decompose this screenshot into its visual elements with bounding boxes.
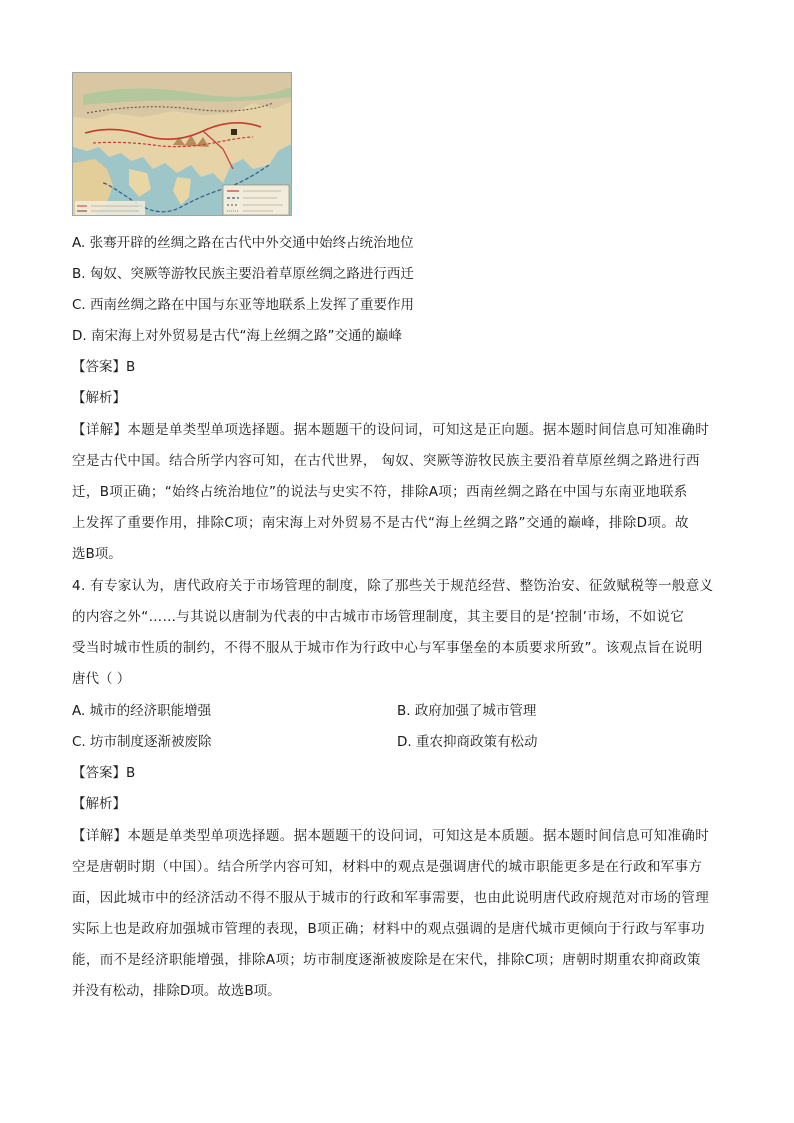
- silk-road-map: [72, 72, 292, 216]
- q4-option-c: C. 坊市制度逐渐被废除: [72, 734, 212, 750]
- q3-detail-line: 空是古代中国。结合所学内容可知，在古代世界， 匈奴、突厥等游牧民族主要沿着草原丝绸之路进行西: [72, 453, 700, 469]
- q4-option-a: A. 城市的经济职能增强: [72, 703, 212, 719]
- q3-option-c: C. 西南丝绸之路在中国与东亚等地联系上发挥了重要作用: [72, 297, 415, 313]
- q4-stem-line: 受当时城市性质的制约，不得不服从于城市作为行政中心与军事堡垒的本质要求所致”。该观点旨在说明: [72, 640, 703, 656]
- q4-stem-line: 唐代（ ）: [72, 671, 131, 687]
- q3-detail-line: 迁，B项正确；“始终占统治地位”的说法与史实不符，排除A项；西南丝绸之路在中国与东南亚地联系: [72, 484, 688, 500]
- silk-road-map-illustration: [73, 73, 292, 216]
- q4-stem-line: 的内容之外“……与其说以唐制为代表的中古城市市场管理制度，其主要目的是‘控制’市场，不如说它: [72, 609, 685, 625]
- q3-answer: 【答案】B: [72, 359, 136, 375]
- q3-option-a: A. 张骞开辟的丝绸之路在古代中外交通中始终占统治地位: [72, 235, 414, 251]
- q4-detail-line: 能，而不是经济职能增强，排除A项；坊市制度逐渐被废除是在宋代，排除C项；唐朝时期重农抑商政策: [72, 952, 701, 968]
- q3-detail-line: 选B项。: [72, 546, 122, 562]
- q4-detail-line: 空是唐朝时期（中国）。结合所学内容可知，材料中的观点是强调唐代的城市职能更多是在行政和军事方: [72, 859, 703, 875]
- q4-answer: 【答案】B: [72, 765, 136, 781]
- q4-detail-line: 实际上也是政府加强城市管理的表现，B项正确；材料中的观点强调的是唐代城市更倾向于行政与军事功: [72, 921, 705, 937]
- q4-detail-line: 并没有松动，排除D项。故选B项。: [72, 983, 281, 999]
- q4-option-b: B. 政府加强了城市管理: [397, 703, 537, 719]
- q4-analysis-label: 【解析】: [72, 796, 126, 812]
- q3-detail-line: 【详解】本题是单类型单项选择题。据本题题干的设问词，可知这是正向题。据本题时间信息可知准确时: [72, 422, 710, 438]
- q3-detail-line: 上发挥了重要作用，排除C项；南宋海上对外贸易不是古代“海上丝绸之路”交通的巅峰，排除D项。故: [72, 515, 689, 531]
- q3-option-d: D. 南宋海上对外贸易是古代“海上丝绸之路”交通的巅峰: [72, 328, 402, 344]
- q4-option-d: D. 重农抑商政策有松动: [397, 734, 538, 750]
- q3-option-b: B. 匈奴、突厥等游牧民族主要沿着草原丝绸之路进行西迁: [72, 266, 414, 282]
- q4-stem-line: 4. 有专家认为，唐代政府关于市场管理的制度，除了那些关于规范经营、整饬治安、征敛赋税等一般意义: [72, 578, 714, 594]
- q4-detail-line: 面，因此城市中的经济活动不得不服从于城市的行政和军事需要，也由此说明唐代政府规范对市场的管理: [72, 890, 710, 906]
- q3-analysis-label: 【解析】: [72, 390, 126, 406]
- q4-detail-line: 【详解】本题是单类型单项选择题。据本题题干的设问词，可知这是本质题。据本题时间信息可知准确时: [72, 828, 710, 844]
